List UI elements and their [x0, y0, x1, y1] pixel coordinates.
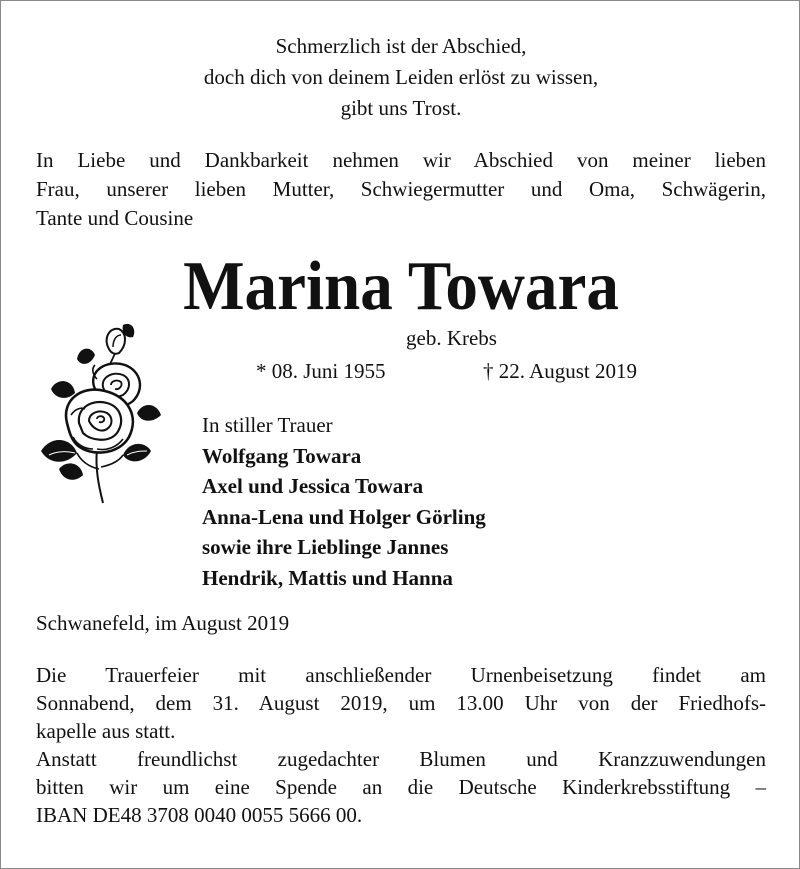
- rose-icon: [37, 319, 167, 509]
- notice-line: kapelle aus statt.: [36, 719, 176, 743]
- mourners-heading: In stiller Trauer: [202, 413, 333, 437]
- intro-line: Frau, unserer lieben Mutter, Schwiegermutter und Oma, Schwägerin,: [36, 177, 766, 201]
- death-date: † 22. August 2019: [483, 359, 638, 383]
- place-date: Schwanefeld, im August 2019: [36, 611, 290, 635]
- mourner-name: Axel und Jessica Towara: [202, 474, 424, 498]
- mourner-name: Hendrik, Mattis und Hanna: [202, 565, 453, 590]
- notice-line: Anstatt freundlichst zugedachter Blumen und Kranzzuwendungen: [36, 747, 766, 771]
- motto-line: Schmerzlich ist der Abschied,: [275, 34, 527, 58]
- notice-line: Sonnabend, dem 31. August 2019, um 13.00 Uhr von der Friedhofs-: [36, 691, 766, 715]
- notice-line: bitten wir um eine Spende an die Deutsche Kinderkrebsstiftung –: [36, 775, 766, 799]
- intro-text: [36, 146, 766, 233]
- notice-line: IBAN DE48 3708 0040 0055 5666 00.: [36, 803, 363, 827]
- maiden-name: geb. Krebs: [406, 326, 497, 350]
- funeral-notice: [36, 661, 766, 829]
- intro-line: Tante und Cousine: [36, 206, 194, 230]
- mourners: [202, 410, 486, 593]
- deceased-name: Marina Towara: [183, 248, 619, 325]
- notice-line: Die Trauerfeier mit anschließender Urnenbeisetzung findet am: [36, 663, 766, 687]
- mourner-name: Wolfgang Towara: [202, 443, 362, 468]
- intro-line: In Liebe und Dankbarkeit nehmen wir Abschied von meiner lieben: [36, 148, 766, 172]
- mourner-name: sowie ihre Lieblinge Jannes: [202, 535, 449, 559]
- motto-line: doch dich von deinem Leiden erlöst zu wissen,: [203, 65, 599, 89]
- motto-line: gibt uns Trost.: [340, 96, 462, 120]
- birth-date: * 08. Juni 1955: [256, 359, 386, 383]
- motto: [1, 31, 800, 124]
- mourner-name: Anna-Lena und Holger Görling: [202, 504, 486, 529]
